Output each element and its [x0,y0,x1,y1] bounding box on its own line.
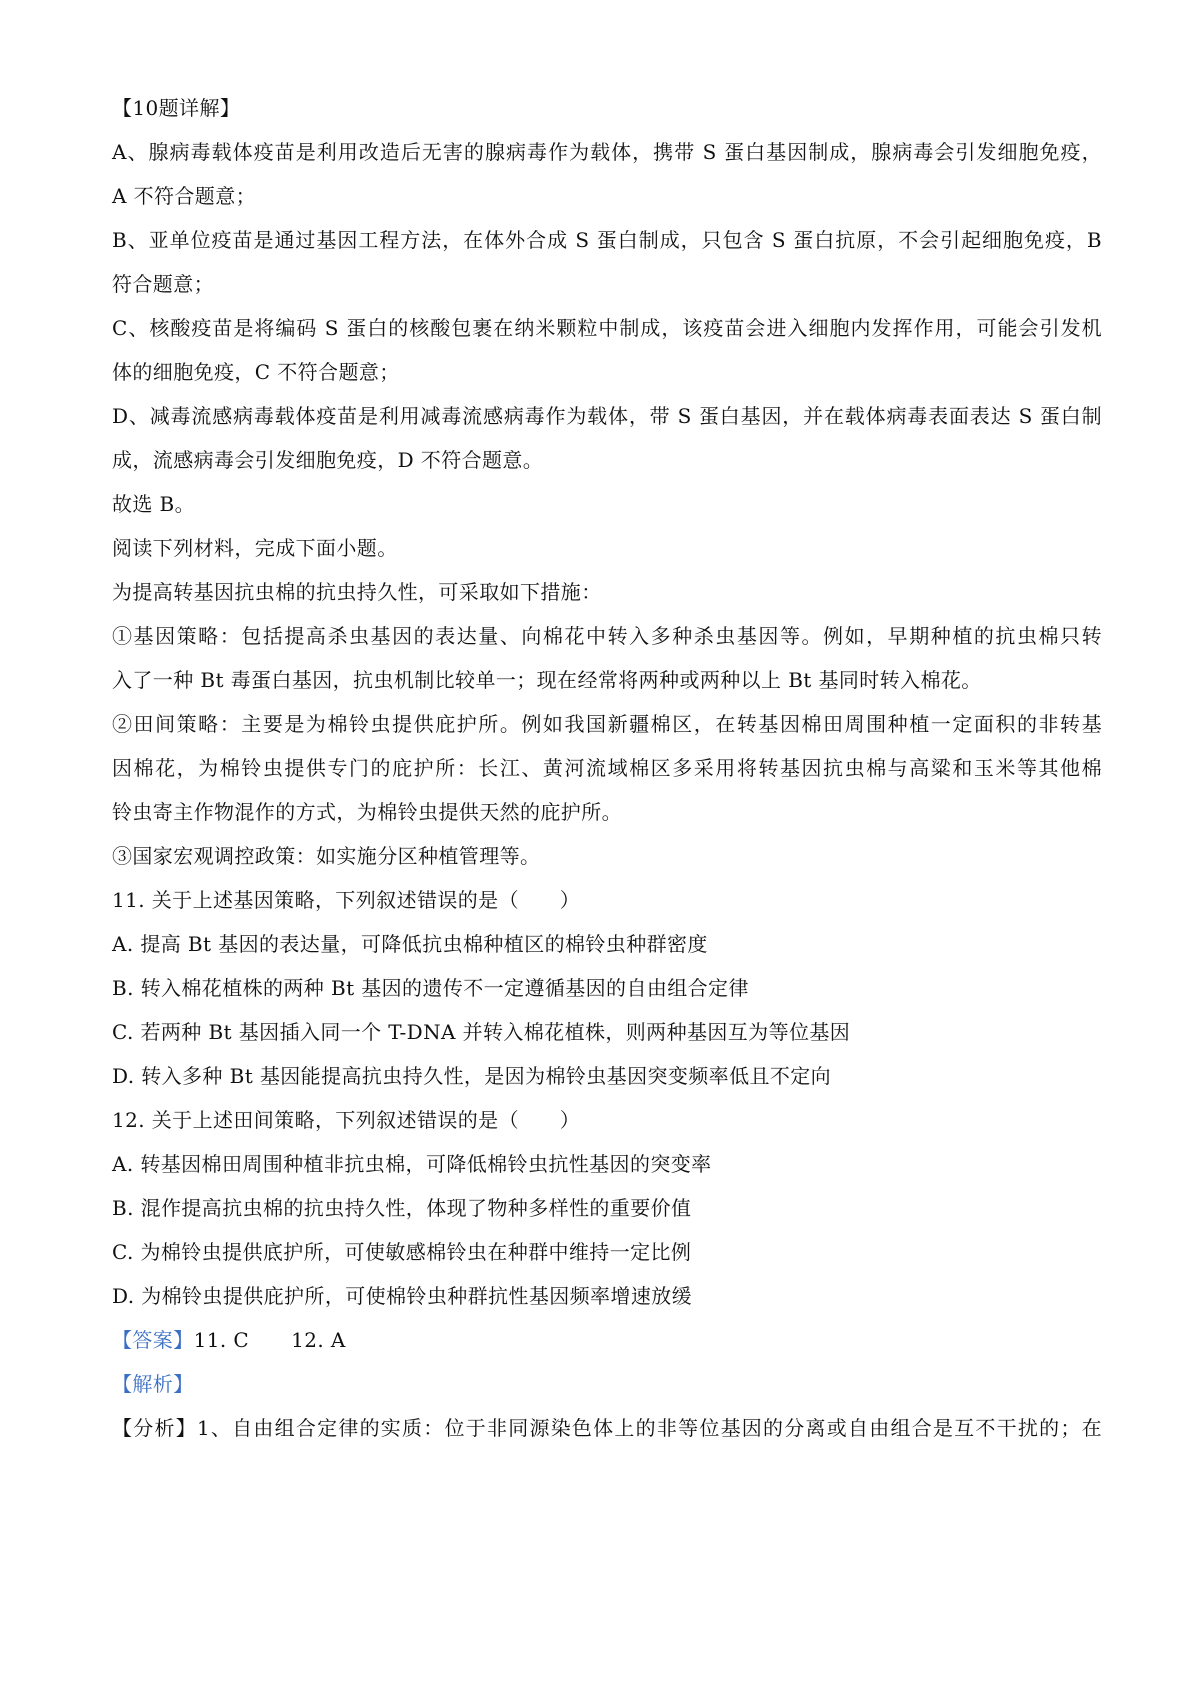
detail-d-line1: D、减毒流感病毒载体疫苗是利用减毒流感病毒作为载体，带 S 蛋白基因，并在载体病毒表面表达 S 蛋白制 [112,404,1102,428]
answer-11: 11. C [193,1328,250,1352]
material-item2-line1: ②田间策略：主要是为棉铃虫提供庇护所。例如我国新疆棉区，在转基因棉田周围种植一定面积的非转基 [112,712,1102,736]
detail-a-line1: A、腺病毒载体疫苗是利用改造后无害的腺病毒作为载体，携带 S 蛋白基因制成，腺病毒会引发细胞免疫， [112,140,1102,164]
detail-b-line2: 符合题意； [112,272,214,296]
question-11-option-b: B. 转入棉花植株的两种 Bt 基因的遗传不一定遵循基因的自由组合定律 [112,976,749,1000]
material-item2-line3: 铃虫寄主作物混作的方式，为棉铃虫提供天然的庇护所。 [112,800,622,824]
question-11-option-d: D. 转入多种 Bt 基因能提高抗虫持久性，是因为棉铃虫基因突变频率低且不定向 [112,1064,832,1088]
question-12-stem: 12. 关于上述田间策略，下列叙述错误的是（ ） [112,1108,581,1132]
material-item3: ③国家宏观调控政策：如实施分区种植管理等。 [112,844,541,868]
question-12-option-a: A. 转基因棉田周围种植非抗虫棉，可降低棉铃虫抗性基因的突变率 [112,1152,712,1176]
question-12-option-d: D. 为棉铃虫提供庇护所，可使棉铃虫种群抗性基因频率增速放缓 [112,1284,693,1308]
analysis-fenxi-text: 1、自由组合定律的实质：位于非同源染色体上的非等位基因的分离或自由组合是互不干扰的；在 [196,1416,1102,1440]
analysis-fenxi-row [112,1414,1102,1442]
question-11-option-a: A. 提高 Bt 基因的表达量，可降低抗虫棉种植区的棉铃虫种群密度 [112,932,708,956]
analysis-label: 【解析】 [112,1372,194,1396]
detail-c-line2: 体的细胞免疫，C 不符合题意； [112,360,400,384]
detail-a-line2: A 不符合题意； [112,184,257,208]
question-11-stem: 11. 关于上述基因策略，下列叙述错误的是（ ） [112,888,581,912]
detail-b-line1: B、亚单位疫苗是通过基因工程方法，在体外合成 S 蛋白制成，只包含 S 蛋白抗原，不会引起细胞免疫，B [112,228,1102,252]
answer-row [112,1326,1102,1354]
material-lead: 为提高转基因抗虫棉的抗虫持久性，可采取如下措施： [112,580,602,604]
section-title: 【10题详解】 [112,96,241,120]
question-11-option-c: C. 若两种 Bt 基因插入同一个 T-DNA 并转入棉花植株，则两种基因互为等位基因 [112,1020,851,1044]
detail-c-line1: C、核酸疫苗是将编码 S 蛋白的核酸包裹在纳米颗粒中制成，该疫苗会进入细胞内发挥作用，可能会引发机 [112,316,1102,340]
question-12-option-c: C. 为棉铃虫提供底护所，可使敏感棉铃虫在种群中维持一定比例 [112,1240,692,1264]
material-item1-line1: ①基因策略：包括提高杀虫基因的表达量、向棉花中转入多种杀虫基因等。例如，早期种植的抗虫棉只转 [112,624,1102,648]
material-item1-line2: 入了一种 Bt 毒蛋白基因，抗虫机制比较单一；现在经常将两种或两种以上 Bt 基同时转入棉花。 [112,668,982,692]
answer-12: 12. A [291,1328,346,1352]
analysis-fenxi-label: 【分析】 [112,1416,197,1440]
detail-conclusion: 故选 B。 [112,492,196,516]
detail-d-line2: 成，流感病毒会引发细胞免疫，D 不符合题意。 [112,448,544,472]
question-12-option-b: B. 混作提高抗虫棉的抗虫持久性，体现了物种多样性的重要价值 [112,1196,692,1220]
material-intro: 阅读下列材料，完成下面小题。 [112,536,398,560]
material-item2-line2: 因棉花，为棉铃虫提供专门的庇护所：长江、黄河流域棉区多采用将转基因抗虫棉与高粱和玉米等其他棉 [112,756,1102,780]
answer-label: 【答案】 [112,1328,194,1352]
